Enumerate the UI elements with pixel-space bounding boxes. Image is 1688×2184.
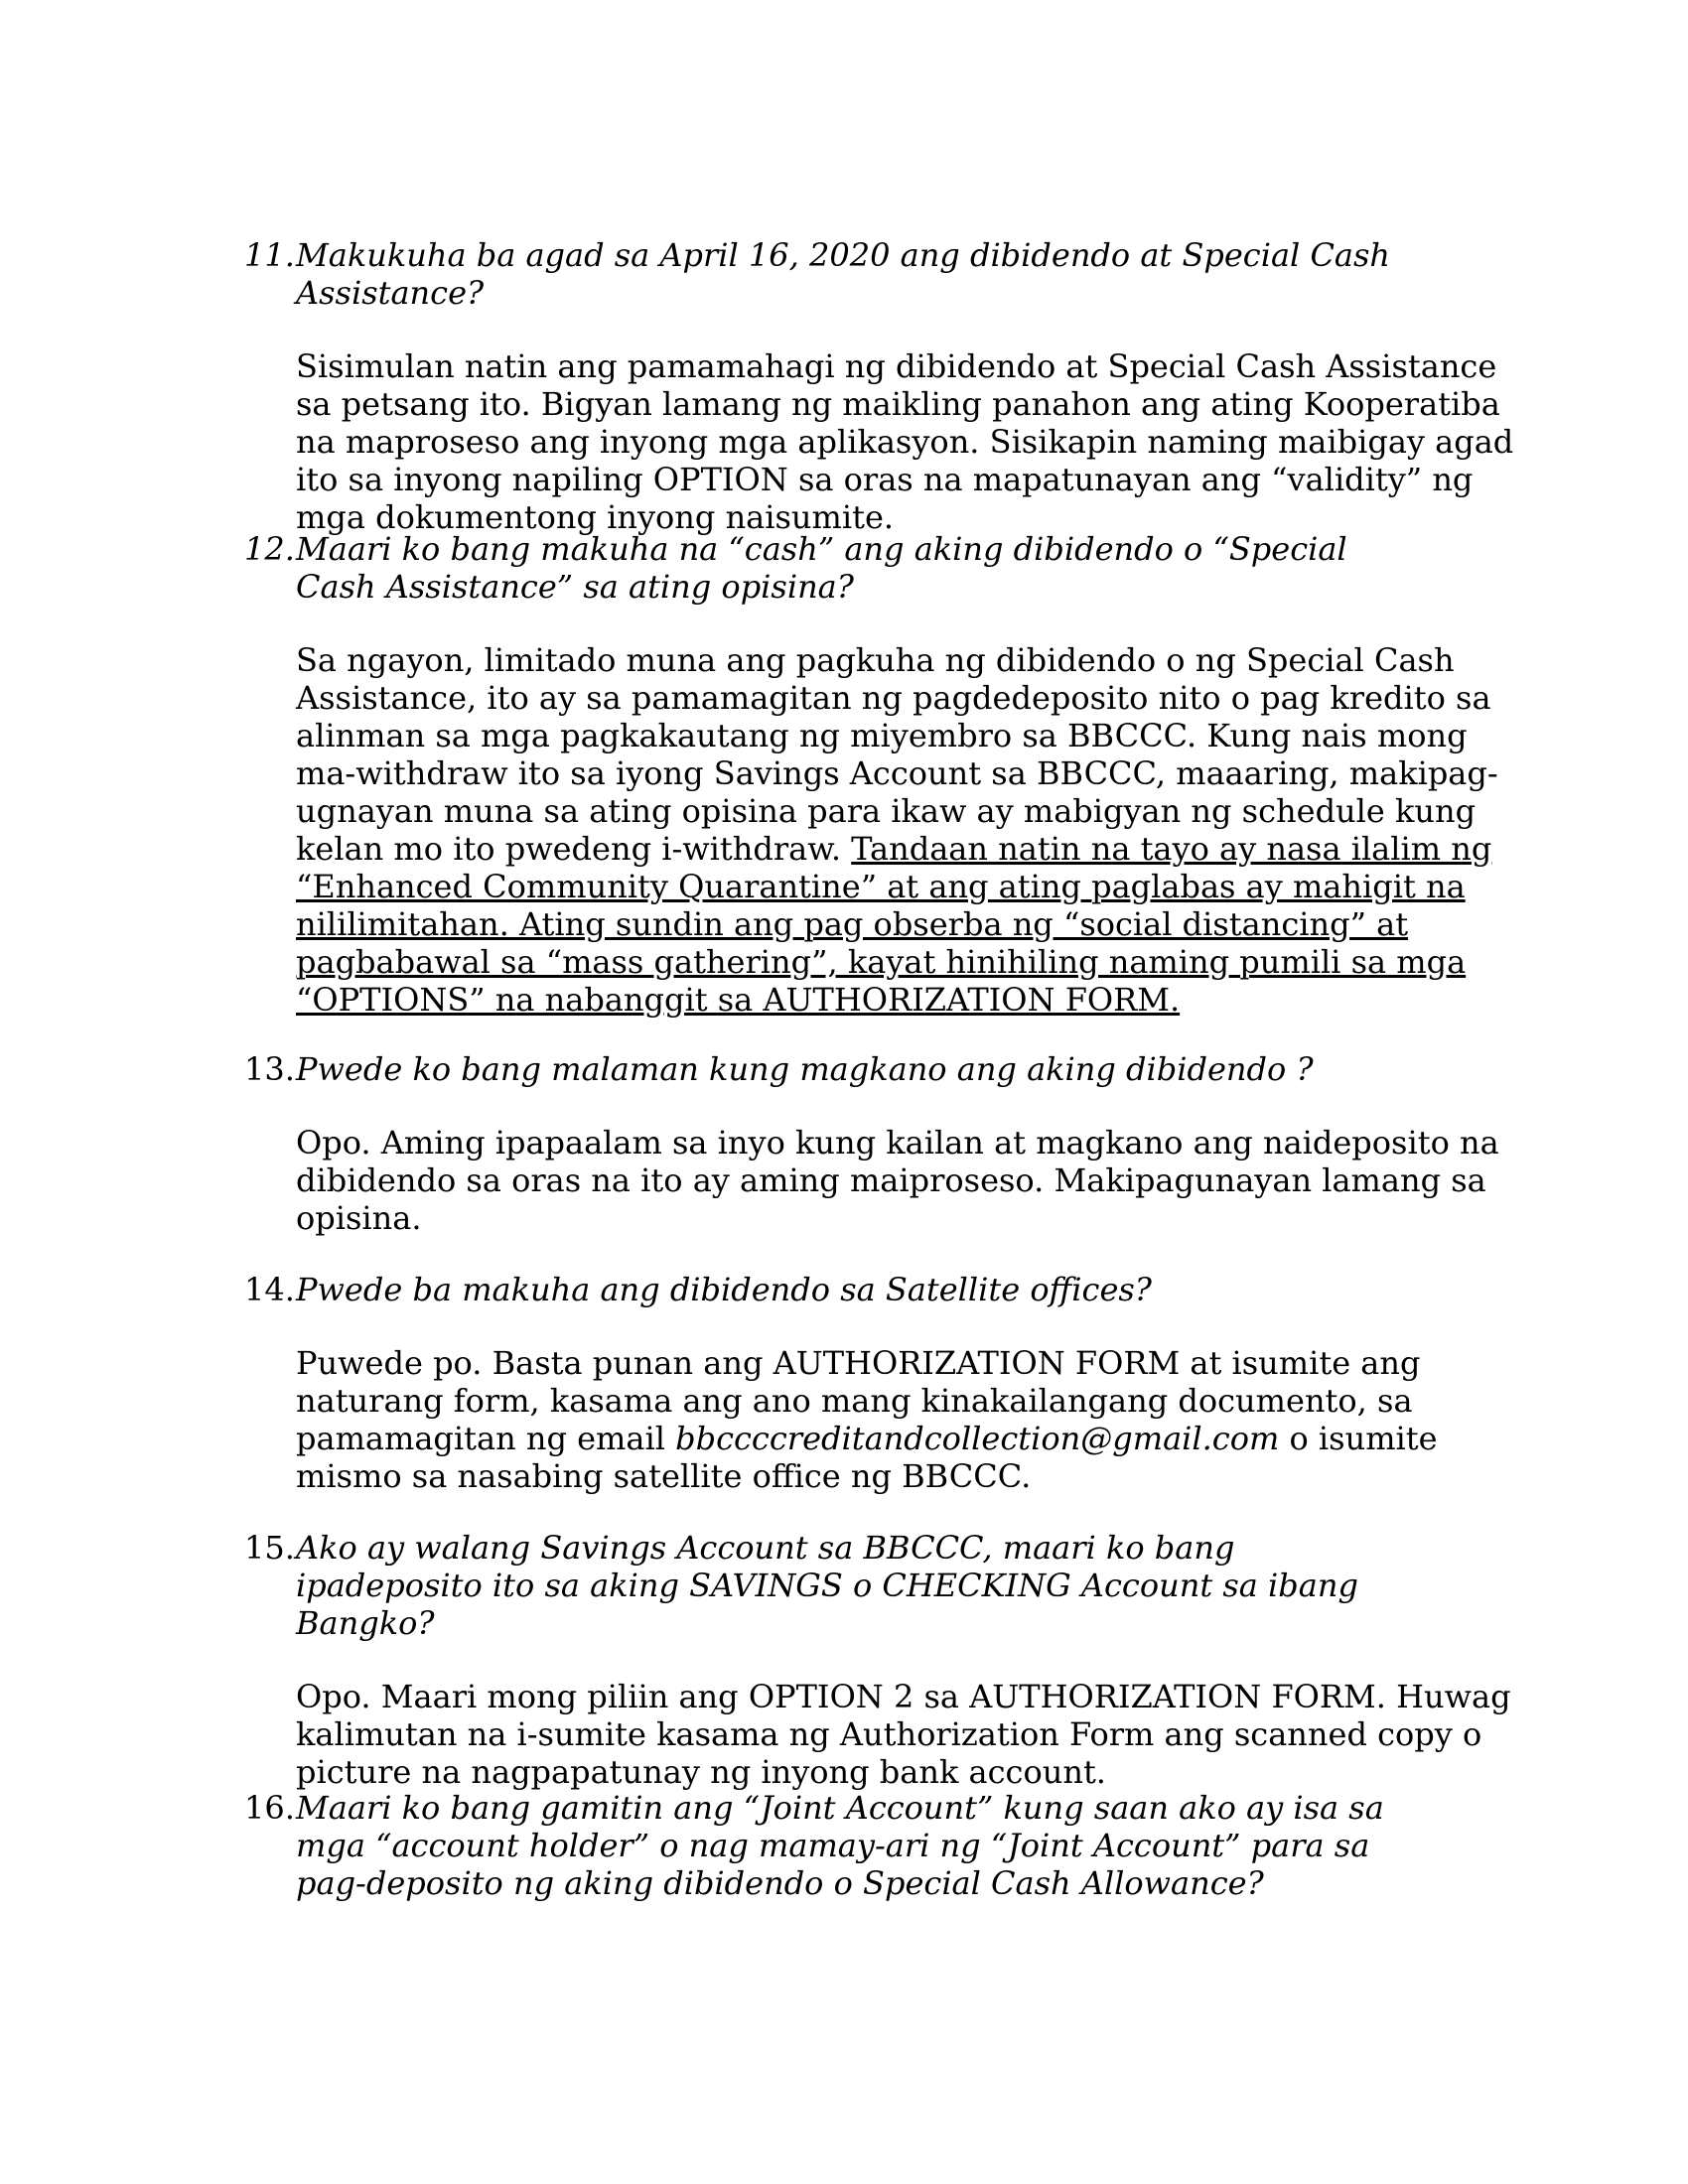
question-text: Maari ko bang makuha na “cash” ang aking dibidendo o “Special Cash Assistance” sa ating opisina? bbox=[296, 530, 1347, 606]
faq-item-14 bbox=[244, 1271, 1505, 1495]
question-text: Makukuha ba agad sa April 16, 2020 ang dibidendo at Special Cash Assistance? bbox=[296, 236, 1391, 312]
faq-item-13 bbox=[244, 1050, 1505, 1237]
question-text: Maari ko bang gamitin ang “Joint Account” kung saan ako ay isa sa mga “account holder” o nag mamay-ari ng “Joint Account” para sa pag-deposito ng aking dibidendo o Special Cash Allowance? bbox=[296, 1789, 1384, 1902]
faq-item-16 bbox=[244, 1789, 1505, 1902]
answer-plain-text: Sa ngayon, limitado muna ang pagkuha ng dibidendo o ng Special Cash Assistance, ito ay sa pamamagitan ng pagdedeposito nito o pag kredito sa alinman sa mga pagkakautang ng miyembro sa BBCCC. Kung nais mong ma-withdraw ito sa iyong Savings Account sa BBCCC, maaaring, makipag-ugnayan muna sa ating opisina para ikaw ay mabigyan ng schedule kung kelan mo ito pwedeng i-withdraw. bbox=[296, 641, 1498, 868]
item-number: 14. bbox=[244, 1271, 295, 1308]
item-number: 12. bbox=[244, 530, 295, 568]
answer-text-before-email: Puwede po. Basta punan ang AUTHORIZATION FORM at isumite ang naturang form, kasama ang ano mang kinakailangang documento, sa pamamagitan ng email bbox=[296, 1344, 1421, 1457]
item-number: 15. bbox=[244, 1529, 295, 1567]
item-number: 11. bbox=[244, 236, 295, 274]
answer-text bbox=[296, 1344, 1527, 1495]
faq-item-15 bbox=[244, 1529, 1511, 1791]
answer-text: Opo. Maari mong piliin ang OPTION 2 sa AUTHORIZATION FORM. Huwag kalimutan na i-sumite kasama ng Authorization Form ang scanned copy o picture na nagpapatunay ng inyong bank account. bbox=[296, 1678, 1511, 1791]
question-text: Pwede ko bang malaman kung magkano ang aking dibidendo ? bbox=[296, 1050, 1314, 1088]
item-number: 16. bbox=[244, 1789, 295, 1827]
email-link[interactable]: bbccccreditandcollection@gmail.com bbox=[675, 1420, 1280, 1457]
faq-item-12 bbox=[244, 530, 1505, 1019]
faq-item-11 bbox=[244, 236, 1514, 536]
answer-text-after-email: o isumite mismo sa nasabing satellite office ng BBCCC. bbox=[296, 1420, 1438, 1495]
question-text: Pwede ba makuha ang dibidendo sa Satellite offices? bbox=[296, 1271, 1152, 1308]
answer-underlined-text: Tandaan natin na tayo ay nasa ilalim ng “Enhanced Community Quarantine” at ang ating paglabas ay mahigit na nililimitahan. Ating sundin ang pag obserba ng “social distancing” at pagbabawal sa “mass gathering”, kayat hinihiling naming pumili sa mga “OPTIONS” na nabanggit sa AUTHORIZATION FORM. bbox=[296, 830, 1492, 1019]
answer-text: Sisimulan natin ang pamamahagi ng dibidendo at Special Cash Assistance sa petsang ito. Bigyan lamang ng maikling panahon ang ating Kooperatiba na maproseso ang inyong mga aplikasyon. Sisikapin naming maibigay agad ito sa inyong napiling OPTION sa oras na mapatunayan ang “validity” ng mga dokumentong inyong naisumite. bbox=[296, 347, 1514, 536]
answer-text: Opo. Aming ipapaalam sa inyo kung kailan at magkano ang naideposito na dibidendo sa oras na ito ay aming maiproseso. Makipagunayan lamang sa opisina. bbox=[296, 1124, 1499, 1237]
item-number: 13. bbox=[244, 1050, 295, 1088]
answer-text bbox=[296, 641, 1527, 1019]
question-text: Ako ay walang Savings Account sa BBCCC, maari ko bang ipadeposito ito sa aking SAVINGS o CHECKING Account sa ibang Bangko? bbox=[296, 1529, 1358, 1642]
